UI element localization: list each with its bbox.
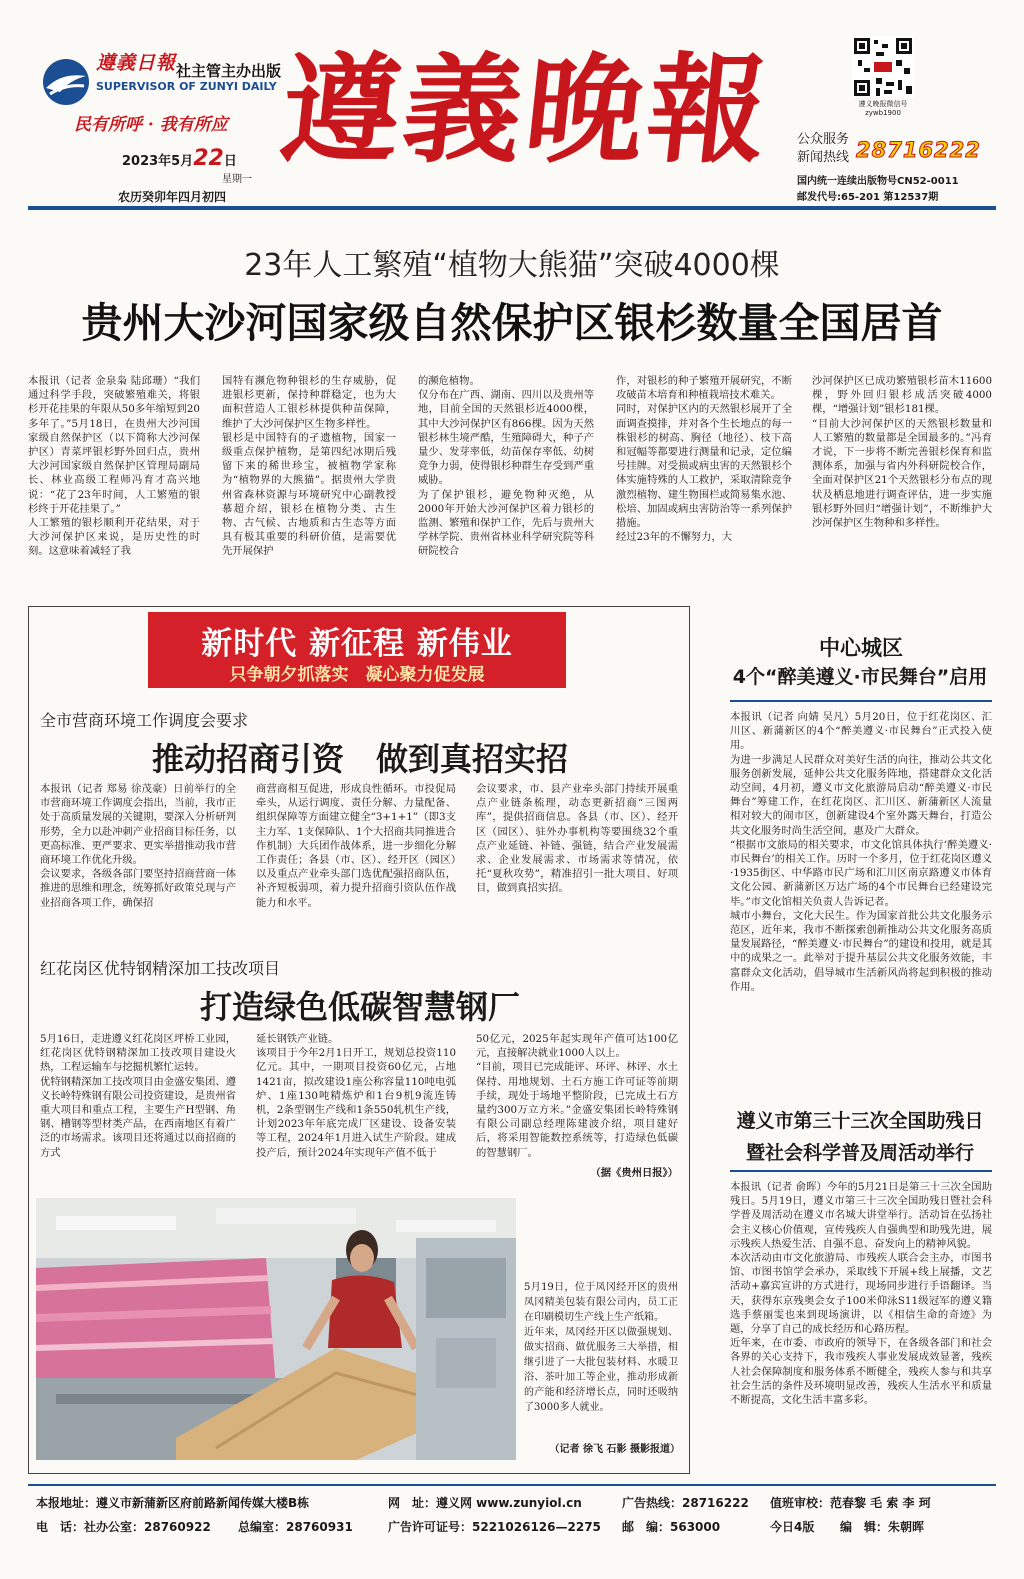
issn: 国内统一连续出版物号CN52-0011 xyxy=(797,176,959,187)
factory-photo xyxy=(36,1198,516,1460)
weekday: 星期一 xyxy=(222,174,252,185)
footer-address: 本报地址：遵义市新蒲新区府前路新闻传媒大楼B栋 xyxy=(36,1496,310,1510)
lead-column-5: 沙河保护区已成功繁殖银杉苗木11600棵，野外回归银杉成活突破4000棵，“增强计划”银杉181棵。 “目前大沙河保护区的天然银杉数量和人工繁殖的数量都是全国最多的。”冯育才说，下一步将不断完善银杉保育和监测体系，加强与省内外科研院校合作，全面对保护区21个天然银杉分布点的现状及栖息地进行调查评估，进一步实施银杉野外回归“增强计划”，不断维护大沙河保护区生物种和多样性。 xyxy=(812,375,992,530)
story1-column-3: 会议要求，市、县产业牵头部门持续开展重点产业链条梳理，动态更新招商“三图两库”，提供招商信息。各县（市、区）、经开区（园区）、驻外办事机构等要围绕32个重点产业延链、补链、强链，结合产业发展需求、企业发展需求、市场需求等情况，依托“夏秋攻势”，精准招引一批大项目、好项目，做到真招实招。 xyxy=(476,783,678,895)
footer-editor: 编 辑：朱朝晖 xyxy=(840,1520,925,1534)
date-day-suffix: 日 xyxy=(223,154,237,169)
zunyi-daily-logo-icon xyxy=(42,58,90,106)
story4-headline-2: 暨社会科学普及周活动举行 xyxy=(745,1142,974,1164)
footer-website: 网 址：遵义网 www.zunyiol.cn xyxy=(388,1496,582,1510)
footer-editorial: 总编室：28760931 xyxy=(238,1520,353,1534)
footer-postcode: 邮 编：563000 xyxy=(622,1520,721,1534)
story2-column-1: 5月16日，走进遵义红花岗区坪桥工业园，红花岗区优特钢精深加工技改项目建设火热，工程运输车与挖掘机繁忙运转。 优特钢精深加工技改项目由金盛安集团、遵义长岭特殊钢有限公司投资建设，是贵州省重大项目和重点工程，主要生产H型钢、角钢、槽钢等型材类产品，在西南地区有着广泛的市场需求。该项目还将通过以商招商的方式 xyxy=(40,1033,236,1159)
story2-kicker: 红花岗区优特钢精深加工技改项目 xyxy=(40,959,281,978)
date-text: 2023年5月 xyxy=(122,154,194,169)
footer-phone: 电 话：社办公室：28760922 xyxy=(36,1520,211,1534)
lead-column-1: 本报讯（记者 金泉枭 陆邱珊）“我们通过科学手段，突破繁殖难关，将银杉开花挂果的年限从50多年缩短到20多年了。”5月18日，在贵州大沙河国家级自然保护区（以下简称大沙河保护区）青菜坪银杉野外回归点，贵州大沙河国家级自然保护区管理局副局长、林业高级工程师冯育才高兴地说：“花了23年时间，人工繁殖的银杉终于开花挂果了。” 人工繁殖的银杉顺利开花结果，对于大沙河保护区来说，是历史性的时刻。这意味着减轻了我 xyxy=(28,375,200,558)
footer-rule xyxy=(28,1484,996,1486)
hotline-number: 28716222 xyxy=(856,138,981,162)
story3-kicker: 中心城区 xyxy=(819,636,903,660)
slogan: 民有所呼 · 我有所应 xyxy=(74,115,228,135)
story3-text: 本报讯（记者 向婧 吴凡）5月20日，位于红花岗区、汇川区、新蒲新区的4个“醉美遵义·市民舞台”正式投入使用。 为进一步满足人民群众对美好生活的向往，推动公共文化服务创新发展，延伸公共文化服务阵地，搭建群众文化活动空间，4月初，遵义市文化旅游局启动“醉美遵义·市民舞台”筹建工作，在红花岗区、汇川区、新蒲新区人流量相对较大的闹市区，创新建设4个室外露天舞台，打造公共文化服务时尚生活空间，惠及广大群众。 “根据市文旅局的相关要求，市文化馆具体执行‘醉美遵义·市民舞台’的相关工作。历时一个多月，位于红花岗区遵义·1935街区、中华路市民广场和汇川区南京路遵义市体育文化公园、新蒲新区万达广场的4个市民舞台已经建设完毕。”市文化馆相关负责人告诉记者。 城市小舞台，文化大民生。作为国家首批公共文化服务示范区，近年来，我市不断探索创新推动公共文化服务高质量发展路径，“醉美遵义·市民舞台”的建设和投用，就是其中的成果之一。此举对于提升基层公共文化服务效能，丰富群众文化活动，倡导城市生活新风尚将起到积极的推动作用。 xyxy=(730,711,992,993)
story2-column-2: 延长钢铁产业链。 该项目于今年2月1日开工，规划总投资110亿元。其中，一期项目投资60亿元，占地1421亩，拟改建设1座公称容量110吨电弧炉、1座130吨精炼炉和1台9机9流连铸机，2条型钢生产线和1条550轧机生产线，计划2023年年底完成厂区建设、设备安装等工程，2024年1月进入试生产阶段。建成投产后，预计2024年实现年产值不低于 xyxy=(256,1033,456,1159)
lunar-date: 农历癸卯年四月初四 xyxy=(118,190,227,204)
story4-text: 本报讯（记者 俞晖）今年的5月21日是第三十三次全国助残日。5月19日，遵义市第三十三次全国助残日暨社会科学普及周活动在遵义市名城大讲堂举行。活动旨在弘扬社会主义核心价值观，宣传残疾人自强典型和助残先进，展示残疾人热爱生活、自强不息、奋发向上的精神风貌。 本次活动由市文化旅游局、市残疾人联合会主办，市图书馆、市图书馆学会承办，采取线下开展+线上展播，文艺活动+嘉宾宣讲的方式进行，现场同步进行手语翻译。当天，获得东京残奥会女子100米仰泳S11级冠军的遵义籍选手蔡丽雯也来到现场演讲，以《相信生命的奇迹》为题，分享了自己的成长经历和心路历程。 近年来，在市委、市政府的领导下，在各级各部门和社会各界的关心支持下，我市残疾人事业发展成效显著，残疾人社会保障制度和服务体系不断健全，残疾人参与和共享社会生活的条件及环境明显改善，残疾人生活水平和质量不断提高，文化生活丰富多彩。 xyxy=(730,1181,992,1407)
story1-kicker: 全市营商环境工作调度会要求 xyxy=(40,711,249,730)
publisher-label: 社主管主办出版 xyxy=(176,62,282,80)
photo-caption: 5月19日，位于凤冈经开区的贵州凤冈精美包装有限公司内，员工正在印刷模切生产线上生产纸箱。 近年来，凤冈经开区以做强规划、做实招商、做优服务三大举措，相继引进了一大批包装材料、水暖卫浴、茶叶加工等企业，推动形成新的产能和经济增长点，同时还吸纳了3000多人就业。 xyxy=(524,1282,678,1413)
lead-column-2: 国特有濒危物种银杉的生存威胁，促进银杉更新，保持种群稳定，也为大面积营造人工银杉林提供种苗保障，维护了大沙河保护区生物多样性。 银杉是中国特有的孑遗植物，国家一级重点保护植物，是第四纪冰期后残留下来的稀世珍宝，被植物学家称为“植物界的大熊猫”。据贵州大学贵州省森林资源与环境研究中心副教授慕超介绍，银杉在植物分类、古生物、古气候、古地质和古生态等方面具有极其重要的科研价值，是需要优先开展保护 xyxy=(222,375,396,558)
date-day: 22 xyxy=(193,146,224,171)
lead-column-4: 作，对银杉的种子繁殖开展研究，不断攻破苗木培育和种植栽培技术难关。 同时，对保护区内的天然银杉展开了全面调查摸排，并对各个生长地点的每一株银杉的树高、胸径（地径）、枝下高和冠幅等都要进行测量和记录，定位编号挂牌。对受损或病虫害的天然银杉个体实施特殊的人工救护，采取清除竞争激烈植物、建生物围栏或简易集水池、松培、加固或病虫害防治等一系列保护措施。 经过23年的不懈努力，大 xyxy=(616,375,792,544)
footer-pages: 今日4版 xyxy=(770,1520,815,1534)
masthead xyxy=(0,0,1024,212)
postal-code: 邮发代号:65-201 第12537期 xyxy=(797,192,939,203)
hotline-label-1: 公众服务 xyxy=(797,132,850,147)
newspaper-title: 遵義晚報 xyxy=(274,40,778,179)
footer-ad-license: 广告许可证号：5221026126—2275 xyxy=(388,1520,601,1534)
photo-credit: （记者 徐飞 石影 摄影报道） xyxy=(549,1444,680,1455)
story4-rule xyxy=(730,1170,992,1172)
story3-rule xyxy=(730,700,992,702)
banner-subtitle: 只争朝夕抓落实 凝心聚力促发展 xyxy=(229,665,485,685)
lead-kicker: 23年人工繁殖“植物大熊猫”突破4000棵 xyxy=(244,248,780,283)
qr-caption: 遵义晚报微信号 zywb1900 xyxy=(858,100,908,117)
logo-text: 遵義日報 xyxy=(96,52,177,74)
story1-column-2: 商营商相互促进，形成良性循环。市投促局牵头，从运行调度、责任分解、力量配备、组织保障等方面建立健全“3+1+1”（即3支主力军、1支保障队、1个大招商共同推进合作机制）大兵团作战体系，进一步细化分解工作责任；各县（市、区）、经开区（园区）以及重点产业牵头部门选优配强招商队伍，补齐短板弱项，着力提升招商引资队伍作战能力和水平。 xyxy=(256,783,456,909)
story4-headline-1: 遵义市第三十三次全国助残日 xyxy=(736,1110,984,1132)
masthead-rule xyxy=(28,206,996,210)
lead-headline: 贵州大沙河国家级自然保护区银杉数量全国居首 xyxy=(81,299,943,347)
issue-date xyxy=(122,146,237,171)
lead-column-3: 的濒危植物。 仅分布在广西、湖南、四川以及贵州等地，目前全国的天然银杉近4000棵，其中大沙河保护区有866棵。因为天然银杉林生境严酷，生殖障碍大，种子产量少、发芽率低，幼苗保存率低、幼树竞争力弱，使得银杉种群生存受到严重威胁。 为了保护银杉，避免物种灭绝，从2000年开始大沙河保护区着力银杉的监测、繁殖和保护工作，先后与贵州大学林学院、贵州省林业科学研究院等科研院校合 xyxy=(418,375,594,558)
story1-column-1: 本报讯（记者 郑易 徐茂豪）日前举行的全市营商环境工作调度会指出，当前，我市正处于高质量发展的关键期，要深入分析研判形势，全力以赴冲刺产业招商目标任务，以更高标准、更严要求、更实举措推动我市营商环境工作优化升级。 会议要求，各级各部门要坚持招商营商一体推进的思维和理念，统筹抓好政策兑现与产业招商各项工作，确保招 xyxy=(40,783,236,909)
story1-headline: 推动招商引资 做到真招实招 xyxy=(151,740,568,778)
story3-headline: 4个“醉美遵义·市民舞台”启用 xyxy=(732,666,988,688)
story2-headline: 打造绿色低碳智慧钢厂 xyxy=(199,988,520,1026)
story2-credit: （据《贵州日报》） xyxy=(590,1167,678,1179)
banner xyxy=(148,612,566,688)
banner-title: 新时代 新征程 新伟业 xyxy=(201,626,513,662)
publisher-en: SUPERVISOR OF ZUNYI DAILY xyxy=(96,80,277,93)
story2-column-3: 50亿元，2025年起实现年产值可达100亿元，直接解决就业1000人以上。 “目前，项目已完成能评、环评、林评、水土保持、用地规划、土石方施工许可证等前期手续，现处于场地平整阶段，已完成土石方量约300万立方米。”金盛安集团长岭特殊钢有限公司副总经理陈建波介绍，项目建好后，将采用智能数控系统等，打造绿色低碳的智慧钢厂。 xyxy=(476,1033,678,1159)
footer-ad-hotline: 广告热线：28716222 xyxy=(622,1496,749,1510)
footer-duty-editor: 值班审校：范春黎 毛 索 李 珂 xyxy=(770,1496,931,1510)
hotline-label-2: 新闻热线 xyxy=(797,150,850,165)
qr-code-icon xyxy=(852,36,914,98)
